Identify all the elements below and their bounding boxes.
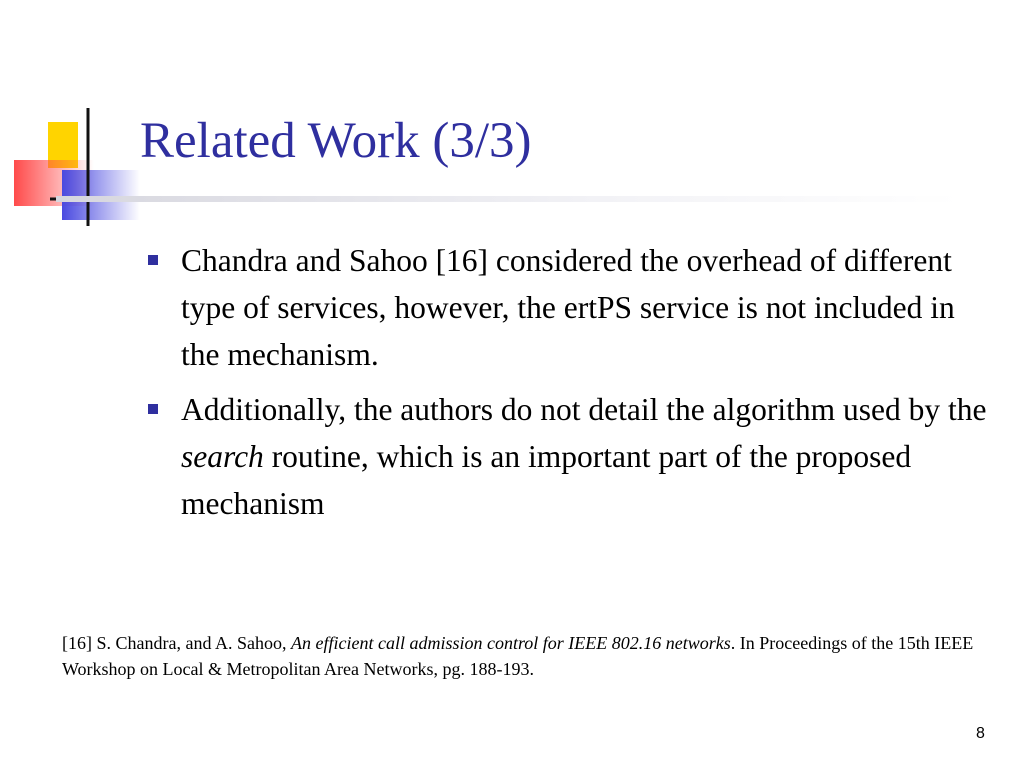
bullet-square-icon <box>148 404 158 414</box>
bullet-italic-term: search <box>181 439 264 474</box>
bullet-text: Chandra and Sahoo [16] considered the overhead of different type of services, however, the ertPS service is not included in the mechanism. <box>181 243 955 372</box>
page-number: 8 <box>976 725 985 742</box>
reference-footnote <box>62 630 982 682</box>
title-divider <box>56 196 960 202</box>
footnote-authors: [16] S. Chandra, and A. Sahoo, <box>62 633 291 653</box>
slide-title: Related Work (3/3) <box>140 113 532 169</box>
footnote-venue: . In Proceedings of the 15th IEEE Workshop on Local & Metropolitan Area Networks, pg. 188-193. <box>62 633 974 679</box>
bullet-list <box>140 237 990 535</box>
bullet-text-start: Additionally, the authors do not detail the algorithm used by the <box>181 392 987 427</box>
bullet-text-end: routine, which is an important part of the proposed mechanism <box>181 439 912 521</box>
bullet-square-icon <box>148 255 158 265</box>
logo-blue-bar <box>62 170 140 220</box>
slide-logo-mark <box>0 0 140 240</box>
bullet-item <box>140 237 990 378</box>
bullet-text <box>181 392 986 521</box>
bullet-item <box>140 386 990 527</box>
footnote-paper-title: An efficient call admission control for IEEE 802.16 networks <box>290 633 731 653</box>
